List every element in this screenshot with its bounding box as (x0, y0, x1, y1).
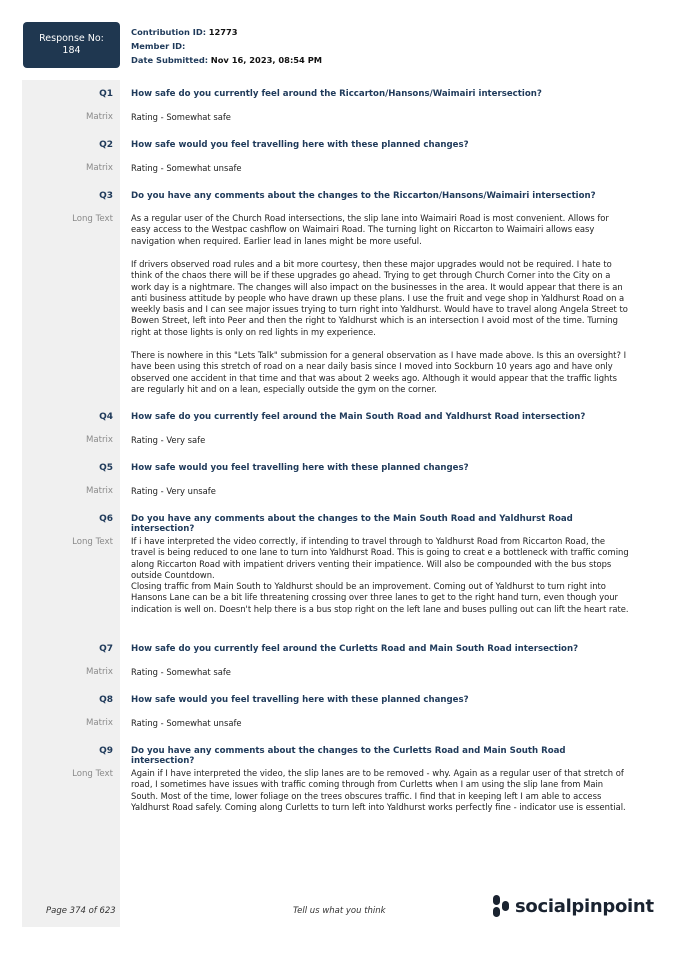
answer-paragraph: Rating - Very safe (131, 435, 206, 445)
answer-type: Long Text (72, 214, 113, 224)
answer-type: Matrix (85, 718, 113, 728)
footer-tagline: Tell us what you think (293, 906, 386, 916)
answer-text (131, 486, 631, 497)
answer-text (131, 718, 631, 729)
answer-paragraph: Rating - Somewhat safe (131, 112, 231, 122)
answer-type: Long Text (72, 537, 113, 547)
question-number: Q9 (99, 746, 113, 756)
contribution-id: 12773 (208, 27, 238, 37)
answer-paragraph: Again if I have interpreted the video, the slip lanes are to be removed - why. Again as a regular user of that stretch of road, I sometimes have issues with traffic coming through from Curletts when I am using the slip lane from Main South. Most of the time, lower foliage on the trees obscures traffic. I find that in keeping left I am able to access Yaldhurst Road safely. Coming along Curletts to turn left into Yaldhurst works perfectly fine - indicator use is essential. (131, 768, 626, 812)
question-number: Q4 (99, 412, 113, 422)
page-number: Page 374 of 623 (46, 906, 116, 916)
question-text: Do you have any comments about the changes to the Riccarton/Hansons/Waimairi intersection? (131, 191, 596, 201)
answer-paragraph: As a regular user of the Church Road intersections, the slip lane into Waimairi Road is most convenient. Allows for easy access to the Westpac cashflow on Waimairi Road. The turning light on Riccarton to Waimairi allows easy navigation when required. Earlier lead in lanes might be more useful. (131, 213, 609, 246)
answer-text (131, 768, 631, 813)
response-label: Response No: (39, 33, 104, 44)
question-number: Q8 (99, 695, 113, 705)
answer-type: Matrix (85, 435, 113, 445)
answer-text (131, 112, 631, 123)
question-number: Q3 (99, 191, 113, 201)
answer-paragraph: If drivers observed road rules and a bit more courtesy, then these major upgrades would not be required. I hate to think of the chaos there will be if these upgrades go ahead. Trying to get through Church Corner into the City on a work day is a nightmare. The changes will also impact on the businesses in the area. It would appear that there is an anti business attitude by people who have drawn up these plans. I use the fruit and vege shop in Yaldhurst Road on a weekly basis and I can see major issues trying to turn right into Yaldhurst. Would have to travel along Angela Street to Bowen Street, left into Peer and then the right to Yaldhurst which is an intersection I avoid most of the time. Turning right at those lights is only on red lights in my experience. (131, 259, 628, 337)
question-text: How safe do you currently feel around the Curletts Road and Main South Road intersection? (131, 644, 579, 654)
answer-text (131, 667, 631, 678)
question-text: How safe would you feel travelling here with these planned changes? (131, 695, 469, 705)
answer-type: Matrix (85, 163, 113, 173)
answer-text (131, 536, 631, 615)
question-text: How safe do you currently feel around the Riccarton/Hansons/Waimairi intersection? (131, 89, 542, 99)
answer-paragraph: Closing traffic from Main South to Yaldhurst should be an improvement. Coming out of Yaldhurst to turn right into Hansons Lane can be a bit life threatening crossing over three lanes to get to the right hand turn, even though your indication is well on. Doesn't help there is a bus stop right on the left lane and buses pulling out can lift the heart rate. (131, 581, 629, 614)
answer-paragraph: Rating - Somewhat unsafe (131, 163, 242, 173)
answer-text (131, 435, 631, 446)
submission-meta (131, 25, 322, 67)
brand-logo (492, 894, 654, 918)
response-number: 184 (62, 45, 81, 56)
member-label: Member ID: (131, 41, 186, 51)
answer-paragraph: If i have interpreted the video correctly, if intending to travel through to Yaldhurst Road from Riccarton Road, the travel is being reduced to one lane to turn into Yaldhurst Road. This is going to creat e a bottleneck with traffic coming along Riccarton Road with impatient drivers venting their impatience. Will also be compounded with the bus stops outside Countdown. (131, 536, 629, 580)
answer-paragraph: Rating - Somewhat unsafe (131, 718, 242, 728)
question-text: Do you have any comments about the changes to the Main South Road and Yaldhurst Road intersection? (131, 514, 573, 534)
question-number: Q2 (99, 140, 113, 150)
contribution-label: Contribution ID: (131, 27, 207, 37)
answer-paragraph: There is nowhere in this "Lets Talk" submission for a general observation as I have made above. Is this an oversight? I have been using this stretch of road on a near daily basis since I moved into Sockburn 10 years ago and have only observed one accident in that time and that was about 2 weeks ago. Although it would appear that the traffic lights are regularly hit and on a lean, especially outside the gym on the corner. (131, 350, 627, 394)
question-number: Q1 (99, 89, 113, 99)
answer-text (131, 259, 631, 338)
pinpoint-logo-icon (492, 894, 510, 918)
answer-type: Matrix (85, 667, 113, 677)
question-text: How safe would you feel travelling here with these planned changes? (131, 463, 469, 473)
question-number: Q7 (99, 644, 113, 654)
response-number-badge (23, 22, 120, 68)
sidebar-panel (22, 80, 120, 927)
answer-text (131, 213, 631, 247)
answer-text (131, 350, 631, 395)
question-text: Do you have any comments about the changes to the Curletts Road and Main South Road intersection? (131, 746, 566, 766)
question-text: How safe do you currently feel around the Main South Road and Yaldhurst Road intersection? (131, 412, 586, 422)
date-value: Nov 16, 2023, 08:54 PM (210, 55, 323, 65)
question-number: Q5 (99, 463, 113, 473)
question-number: Q6 (99, 514, 113, 524)
answer-type: Matrix (85, 112, 113, 122)
answer-text (131, 163, 631, 174)
answer-type: Matrix (85, 486, 113, 496)
brand-name: socialpinpoint (515, 895, 654, 917)
answer-type: Long Text (72, 769, 113, 779)
date-label: Date Submitted: (131, 55, 209, 65)
answer-paragraph: Rating - Very unsafe (131, 486, 216, 496)
question-text: How safe would you feel travelling here with these planned changes? (131, 140, 469, 150)
answer-paragraph: Rating - Somewhat safe (131, 667, 231, 677)
